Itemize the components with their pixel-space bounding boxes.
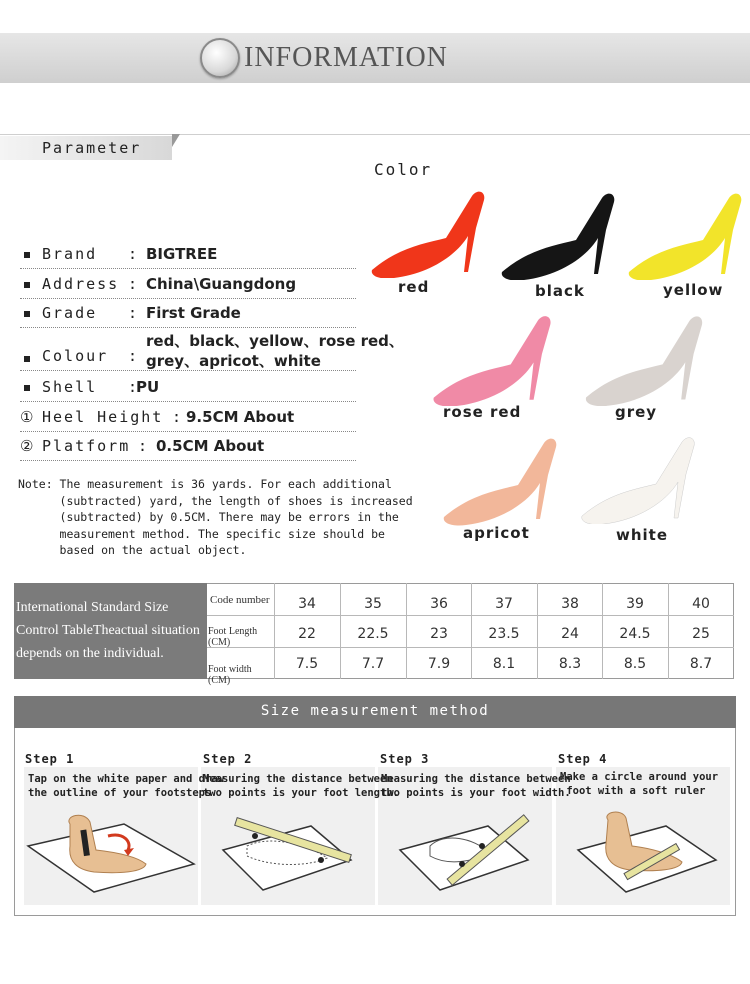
foot-length-cell: 23.5 xyxy=(488,626,520,642)
code-cell: 35 xyxy=(364,596,382,612)
foot-length-cell: 24.5 xyxy=(619,626,651,642)
shoe-black xyxy=(502,194,615,281)
foot-length-cell: 24 xyxy=(561,626,579,642)
step-1-illustration xyxy=(24,806,198,902)
param-row-brand: Brand : BIGTREE xyxy=(20,243,356,269)
param-value: 9.5CM About xyxy=(186,408,295,426)
step-4-desc: Make a circle around your foot with a soft ruler xyxy=(560,771,719,797)
code-cell: 34 xyxy=(298,596,316,612)
foot-length-cell: 22 xyxy=(298,626,316,642)
shoe-grey xyxy=(586,316,702,406)
parameter-tab-tip xyxy=(172,134,180,147)
param-row-heel-height: ① Heel Height : 9.5CM About xyxy=(20,406,356,432)
shoe-apricot xyxy=(444,439,557,526)
param-key: Brand xyxy=(42,245,98,263)
number-one-icon: ① xyxy=(20,408,34,426)
number-two-icon: ② xyxy=(20,437,34,455)
param-key: Platform xyxy=(42,437,131,455)
bullet-icon xyxy=(24,385,30,391)
color-label-grey: grey xyxy=(615,403,658,421)
step-2-desc: Measuring the distance between two points is your foot length. xyxy=(203,773,399,799)
param-value: First Grade xyxy=(146,304,241,322)
size-table-description: International Standard Size Control TableTheactual situation depends on the individual. xyxy=(16,600,200,661)
foot-width-cell: 7.9 xyxy=(427,656,451,672)
color-label-rose-red: rose red xyxy=(443,403,522,421)
param-row-address: Address : China\Guangdong xyxy=(20,273,356,299)
step-3-title: Step 3 xyxy=(380,752,430,766)
shoe-yellow xyxy=(629,194,742,281)
foot-width-cell: 8.7 xyxy=(689,656,713,672)
row-header-code: Code number xyxy=(210,594,270,606)
param-key: Shell xyxy=(42,378,98,396)
code-cell: 36 xyxy=(430,596,448,612)
parameter-label: Parameter xyxy=(42,139,142,157)
step-1-title: Step 1 xyxy=(25,752,75,766)
measurement-title: Size measurement method xyxy=(260,703,490,719)
page-title: INFORMATION xyxy=(244,42,448,73)
step-2-illustration xyxy=(201,806,375,902)
row-header-foot-length: Foot Length (CM) xyxy=(208,626,258,648)
step-3-illustration xyxy=(378,806,552,902)
foot-width-cell: 8.1 xyxy=(492,656,516,672)
param-value: China\Guangdong xyxy=(146,275,297,293)
color-label-red: red xyxy=(398,278,430,296)
banner-circle-emblem xyxy=(200,38,240,78)
param-key: Address xyxy=(42,275,120,293)
color-label-black: black xyxy=(535,282,585,300)
step-4-illustration xyxy=(556,806,730,902)
foot-width-cell: 8.5 xyxy=(623,656,647,672)
code-cell: 39 xyxy=(626,596,644,612)
bullet-icon xyxy=(24,311,30,317)
step-3-desc: Measuring the distance between two points is your foot width. xyxy=(381,773,571,799)
shoe-rose-red xyxy=(433,316,550,406)
param-row-colour: Colour : grey、apricot、white xyxy=(20,345,356,371)
row-header-foot-width: Foot width (CM) xyxy=(208,664,252,686)
foot-length-cell: 23 xyxy=(430,626,448,642)
param-value: BIGTREE xyxy=(146,245,218,263)
note-text: Note: The measurement is 36 yards. For each additional (subtracted) yard, the length of shoes is increased (subtracted) by 0.5CM. There may be errors in the measurement method. The specific size should be based on the actual object. xyxy=(18,477,413,558)
color-label-white: white xyxy=(616,526,669,544)
param-key: Colour xyxy=(42,347,109,365)
color-label-yellow: yellow xyxy=(663,281,724,299)
foot-width-cell: 8.3 xyxy=(558,656,582,672)
param-row-platform: ② Platform : 0.5CM About xyxy=(20,435,356,461)
foot-width-cell: 7.7 xyxy=(361,656,385,672)
bullet-icon xyxy=(24,252,30,258)
shoe-gallery xyxy=(366,176,750,546)
shoe-white xyxy=(582,438,695,525)
color-title: Color xyxy=(374,160,433,179)
step-4-title: Step 4 xyxy=(558,752,608,766)
shoe-red xyxy=(372,192,485,279)
foot-width-cell: 7.5 xyxy=(295,656,319,672)
param-value: grey、apricot、white xyxy=(146,352,321,370)
foot-length-cell: 22.5 xyxy=(357,626,389,642)
divider xyxy=(0,134,750,135)
param-row-shell: Shell : PU xyxy=(20,376,356,402)
foot-length-cell: 25 xyxy=(692,626,710,642)
param-key: Heel Height xyxy=(42,408,164,426)
code-cell: 37 xyxy=(495,596,513,612)
param-value: PU xyxy=(136,378,160,396)
bullet-icon xyxy=(24,282,30,288)
step-2-title: Step 2 xyxy=(203,752,253,766)
bullet-icon xyxy=(24,356,30,362)
step-1-desc: Tap on the white paper and draw the outline of your footsteps xyxy=(28,773,224,799)
param-colour-line1: red、black、yellow、rose red、 xyxy=(146,332,404,350)
color-label-apricot: apricot xyxy=(463,524,530,542)
code-cell: 40 xyxy=(692,596,710,612)
param-row-grade: Grade : First Grade xyxy=(20,302,356,328)
param-key: Grade xyxy=(42,304,98,322)
code-cell: 38 xyxy=(561,596,579,612)
param-value: 0.5CM About xyxy=(156,437,265,455)
